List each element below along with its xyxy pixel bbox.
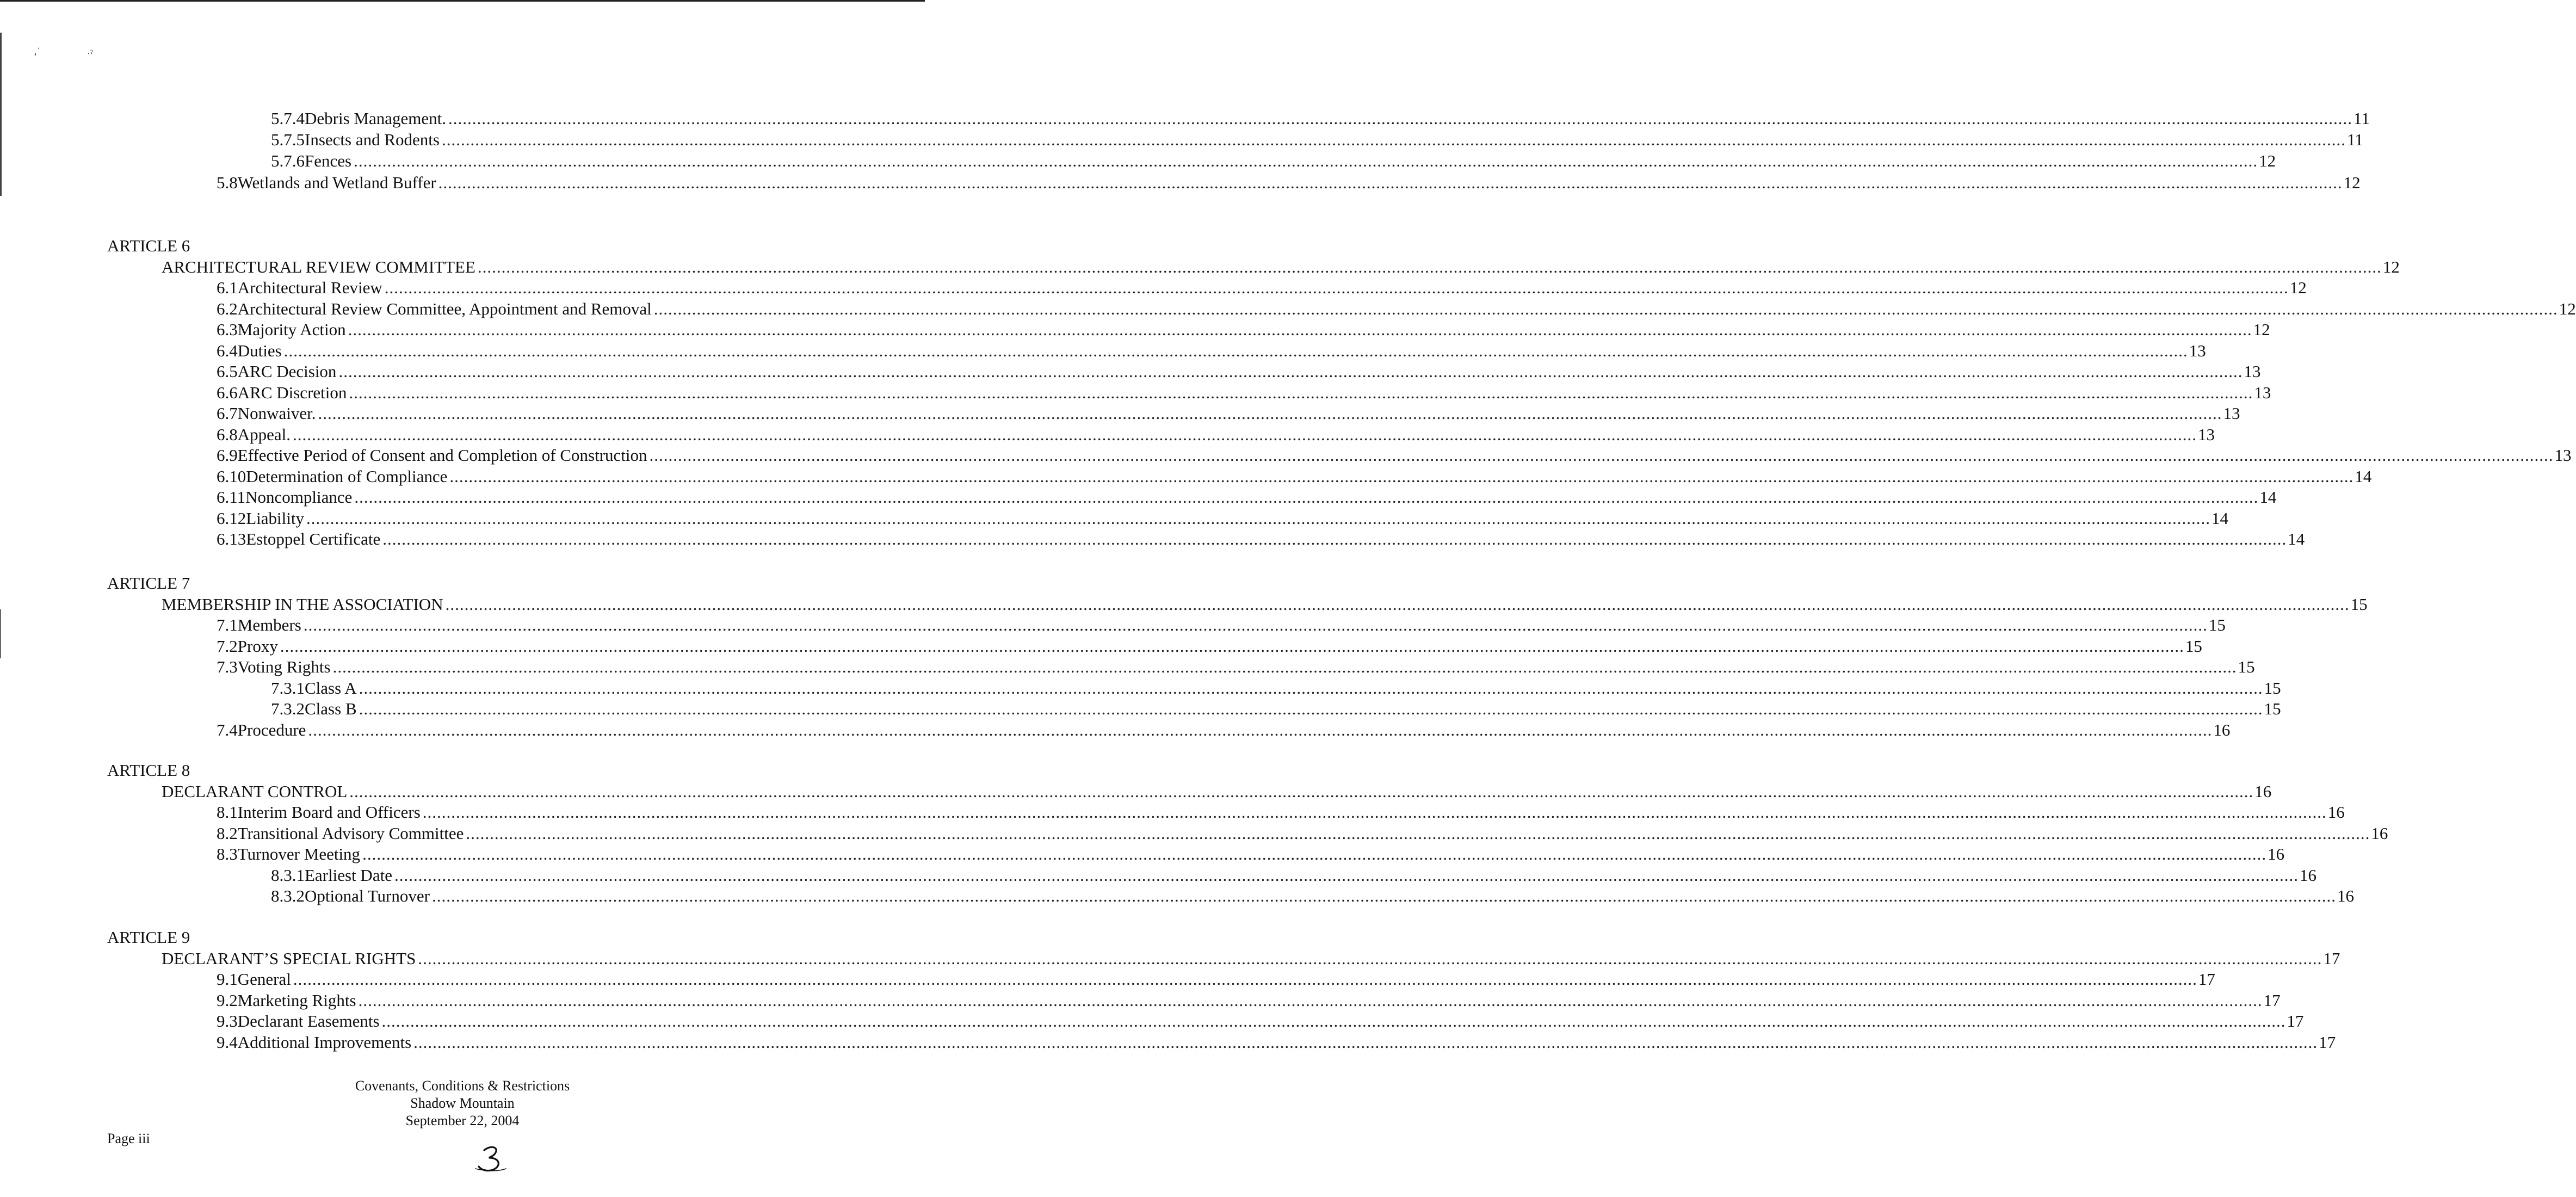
toc-entry [217,823,2388,844]
page-reference: 16 [2213,720,2231,739]
toc-entry [271,108,2370,129]
section-number: 6.13 [217,529,246,548]
section-title: Proxy [237,636,278,656]
dot-leader: ................................................................................................................................................................................................................................................................................................................................................................................................................ [348,320,2252,339]
page-reference: 15 [2208,615,2226,634]
handwritten-page-mark [473,1143,511,1175]
page-reference: 17 [2319,1032,2336,1052]
toc-entry [217,528,2305,550]
dot-leader: ................................................................................................................................................................................................................................................................................................................................................................................................................ [303,615,2208,634]
toc-entry [217,486,2277,508]
section-title: Additional Improvements [237,1032,412,1052]
page-reference: 12 [2253,320,2270,339]
page-reference: 11 [2353,109,2370,128]
section-number: 8.3.1 [271,865,305,885]
section-title: Members [237,615,301,634]
section-title: Transitional Advisory Committee [237,823,464,843]
dot-leader: ................................................................................................................................................................................................................................................................................................................................................................................................................ [466,823,2370,843]
section-title: Architectural Review [237,278,382,297]
top-border-line [0,0,925,2]
page-reference: 14 [2288,529,2305,548]
toc-entry [217,277,2307,299]
section-title: Estoppel Certificate [246,529,381,548]
section-number: 6.5 [217,362,238,381]
footer-project: Shadow Mountain [410,1095,515,1111]
page-reference: 16 [2254,781,2272,801]
toc-entry [217,361,2261,382]
section-number: 8.3 [217,844,238,863]
toc-entry [217,635,2202,657]
toc-entry [217,719,2231,741]
page-reference: 12 [2259,151,2276,170]
dot-leader: ................................................................................................................................................................................................................................................................................................................................................................................................................ [293,970,2197,989]
section-title: General [237,970,291,989]
toc-entry [217,424,2215,446]
dot-leader: ................................................................................................................................................................................................................................................................................................................................................................................................................ [382,529,2287,548]
page-reference: 12 [2559,299,2576,318]
dot-leader: ................................................................................................................................................................................................................................................................................................................................................................................................................ [394,865,2299,885]
dot-leader: ................................................................................................................................................................................................................................................................................................................................................................................................................ [349,781,2254,801]
section-number: 6.2 [217,299,238,318]
page-reference: 15 [2185,636,2202,656]
dot-leader: ................................................................................................................................................................................................................................................................................................................................................................................................................ [649,446,2554,465]
section-number: 7.3.1 [271,678,305,698]
dot-leader: ................................................................................................................................................................................................................................................................................................................................................................................................................ [362,844,2267,863]
dot-leader: ................................................................................................................................................................................................................................................................................................................................................................................................................ [293,424,2197,444]
section-number: 9.3 [217,1011,238,1031]
page-reference: 14 [2259,488,2277,507]
section-title: Effective Period of Consent and Completion of Construction [237,446,647,465]
toc-entry [217,403,2240,424]
dot-leader: ................................................................................................................................................................................................................................................................................................................................................................................................................ [418,948,2322,968]
section-title: Procedure [237,720,306,739]
section-title: Duties [237,341,282,360]
section-title: Fences [305,151,352,170]
dot-leader: ................................................................................................................................................................................................................................................................................................................................................................................................................ [308,720,2213,739]
footer-date: September 22, 2004 [405,1113,520,1128]
section-number: 6.8 [217,424,238,444]
section-title: Liability [246,508,305,528]
dot-leader: ................................................................................................................................................................................................................................................................................................................................................................................................................ [358,990,2263,1010]
section-number: 6.12 [217,508,246,528]
toc-entry [217,466,2372,488]
dot-leader: ................................................................................................................................................................................................................................................................................................................................................................................................................ [359,699,2263,718]
toc-entry [271,865,2316,886]
page-reference: 17 [2287,1011,2304,1031]
section-title: Class B [305,699,357,718]
article-label: ARTICLE 9 [107,928,190,947]
section-title: DECLARANT’S SPECIAL RIGHTS [162,948,416,968]
dot-leader: ................................................................................................................................................................................................................................................................................................................................................................................................................ [359,678,2263,698]
toc-entry [217,340,2206,362]
section-number: 7.4 [217,720,238,739]
section-title: Class A [305,678,357,698]
section-title: Earliest Date [305,865,392,885]
section-title: Debris Management. [305,109,446,128]
article-heading [162,781,2272,803]
toc-entry [217,172,2361,194]
dot-leader: ................................................................................................................................................................................................................................................................................................................................................................................................................ [349,382,2253,402]
toc-entry [217,1032,2336,1053]
toc-entry [217,508,2229,529]
page-reference: 11 [2346,130,2363,149]
toc-entry [271,698,2281,720]
section-title: Optional Turnover [305,886,430,905]
dot-leader: ................................................................................................................................................................................................................................................................................................................................................................................................................ [449,466,2354,486]
page-reference: 17 [2198,970,2215,989]
dot-leader: ................................................................................................................................................................................................................................................................................................................................................................................................................ [338,362,2243,381]
page-reference: 15 [2350,594,2368,614]
toc-entry [217,990,2281,1011]
article-label: ARTICLE 6 [107,236,190,255]
page-reference: 13 [2244,362,2261,381]
dot-leader: ................................................................................................................................................................................................................................................................................................................................................................................................................ [306,508,2211,528]
section-number: 7.1 [217,615,238,634]
section-title: Insects and Rodents [305,130,440,149]
toc-entry [217,298,2576,320]
dot-leader: ................................................................................................................................................................................................................................................................................................................................................................................................................ [653,299,2558,318]
page-reference: 13 [2223,404,2240,423]
section-number: 8.3.2 [271,886,305,905]
toc-entry [217,843,2285,865]
dot-leader: ................................................................................................................................................................................................................................................................................................................................................................................................................ [283,341,2188,360]
toc-entry [217,801,2345,823]
dot-leader: ................................................................................................................................................................................................................................................................................................................................................................................................................ [413,1032,2318,1052]
page-reference: 12 [2382,257,2400,276]
section-number: 6.3 [217,320,238,339]
dot-leader: ................................................................................................................................................................................................................................................................................................................................................................................................................ [332,657,2237,676]
dot-leader: ................................................................................................................................................................................................................................................................................................................................................................................................................ [422,803,2327,822]
page-reference: 16 [2337,886,2354,905]
page-reference: 17 [2323,948,2340,968]
section-number: 5.8 [217,173,238,192]
section-title: Wetlands and Wetland Buffer [237,173,436,192]
section-number: 6.1 [217,278,238,297]
section-number: 8.2 [217,823,238,843]
page-reference: 16 [2268,844,2285,863]
page-number-label: Page iii [107,1131,150,1146]
page-reference: 12 [2343,173,2361,192]
section-number: 6.10 [217,466,246,486]
section-title: Nonwaiver. [237,404,316,423]
toc-entry [217,445,2572,466]
toc-entry [217,614,2226,636]
toc-entry [217,656,2255,678]
page-reference: 16 [2371,823,2388,843]
page-reference: 17 [2263,990,2281,1010]
section-number: 6.4 [217,341,238,360]
page-reference: 15 [2238,657,2255,676]
section-title: Appeal. [237,424,291,444]
section-number: 8.1 [217,803,238,822]
section-number: 9.2 [217,990,238,1010]
section-number: 5.7.6 [271,151,305,170]
section-title: MEMBERSHIP IN THE ASSOCIATION [162,594,443,614]
section-number: 7.3.2 [271,699,305,718]
section-title: Noncompliance [245,488,353,507]
page-reference: 14 [2355,466,2372,486]
article-heading [162,256,2400,278]
section-number: 6.9 [217,446,238,465]
toc-entry [271,885,2354,907]
toc-entry [217,1010,2304,1032]
dot-leader: ................................................................................................................................................................................................................................................................................................................................................................................................................ [354,488,2259,507]
section-title: ARC Discretion [237,382,347,402]
section-number: 9.1 [217,970,238,989]
section-title: Architectural Review Committee, Appointment and Removal [237,299,652,318]
page-reference: 13 [2254,382,2271,402]
dot-leader: ................................................................................................................................................................................................................................................................................................................................................................................................................ [441,130,2346,149]
section-title: Voting Rights [237,657,331,676]
dot-leader: ................................................................................................................................................................................................................................................................................................................................................................................................................ [354,151,2258,170]
toc-entry [271,129,2363,151]
dot-leader: ................................................................................................................................................................................................................................................................................................................................................................................................................ [445,594,2350,614]
dot-leader: ................................................................................................................................................................................................................................................................................................................................................................................................................ [448,109,2352,128]
toc-entry [217,968,2215,990]
dot-leader: ................................................................................................................................................................................................................................................................................................................................................................................................................ [318,404,2222,423]
section-title: DECLARANT CONTROL [162,781,348,801]
page-reference: 16 [2327,803,2345,822]
toc-entry [271,150,2276,172]
section-title: Interim Board and Officers [237,803,421,822]
dot-leader: ................................................................................................................................................................................................................................................................................................................................................................................................................ [438,173,2343,192]
section-number: 5.7.4 [271,109,305,128]
page-reference: 13 [2189,341,2206,360]
section-number: 9.4 [217,1032,238,1052]
article-heading [162,948,2340,970]
dot-leader: ................................................................................................................................................................................................................................................................................................................................................................................................................ [280,636,2184,656]
dot-leader: ................................................................................................................................................................................................................................................................................................................................................................................................................ [384,278,2289,297]
page-reference: 15 [2264,699,2281,718]
section-title: Turnover Meeting [237,844,361,863]
page-reference: 15 [2264,678,2281,698]
toc-entry [217,382,2271,404]
page-reference: 16 [2299,865,2316,885]
dot-leader: ................................................................................................................................................................................................................................................................................................................................................................................................................ [381,1011,2286,1031]
section-number: 6.11 [217,488,246,507]
scan-edge-mark [0,33,2,196]
dot-leader: ................................................................................................................................................................................................................................................................................................................................................................................................................ [431,886,2336,905]
section-title: ARCHITECTURAL REVIEW COMMITTEE [162,257,475,276]
scan-speck: ‚ˈ [34,46,40,57]
section-title: Determination of Compliance [246,466,448,486]
section-number: 5.7.5 [271,130,305,149]
scan-edge-mark-lower [0,609,1,658]
dot-leader: ................................................................................................................................................................................................................................................................................................................................................................................................................ [477,257,2382,276]
page-reference: 13 [2198,424,2215,444]
toc-entry [271,677,2281,699]
page-reference: 13 [2554,446,2572,465]
section-title: Declarant Easements [237,1011,380,1031]
article-heading [162,594,2368,615]
article-label: ARTICLE 8 [107,761,190,780]
footer-title: Covenants, Conditions & Restrictions [355,1078,570,1094]
toc-entry [217,319,2270,341]
section-title: Majority Action [237,320,346,339]
section-number: 6.6 [217,382,238,402]
section-title: Marketing Rights [237,990,356,1010]
section-number: 7.2 [217,636,238,656]
section-title: ARC Decision [237,362,337,381]
scan-speck: ·ˀ [87,48,93,59]
page-reference: 14 [2211,508,2229,528]
section-number: 7.3 [217,657,238,676]
article-label: ARTICLE 7 [107,573,190,593]
section-number: 6.7 [217,404,238,423]
page-reference: 12 [2289,278,2307,297]
